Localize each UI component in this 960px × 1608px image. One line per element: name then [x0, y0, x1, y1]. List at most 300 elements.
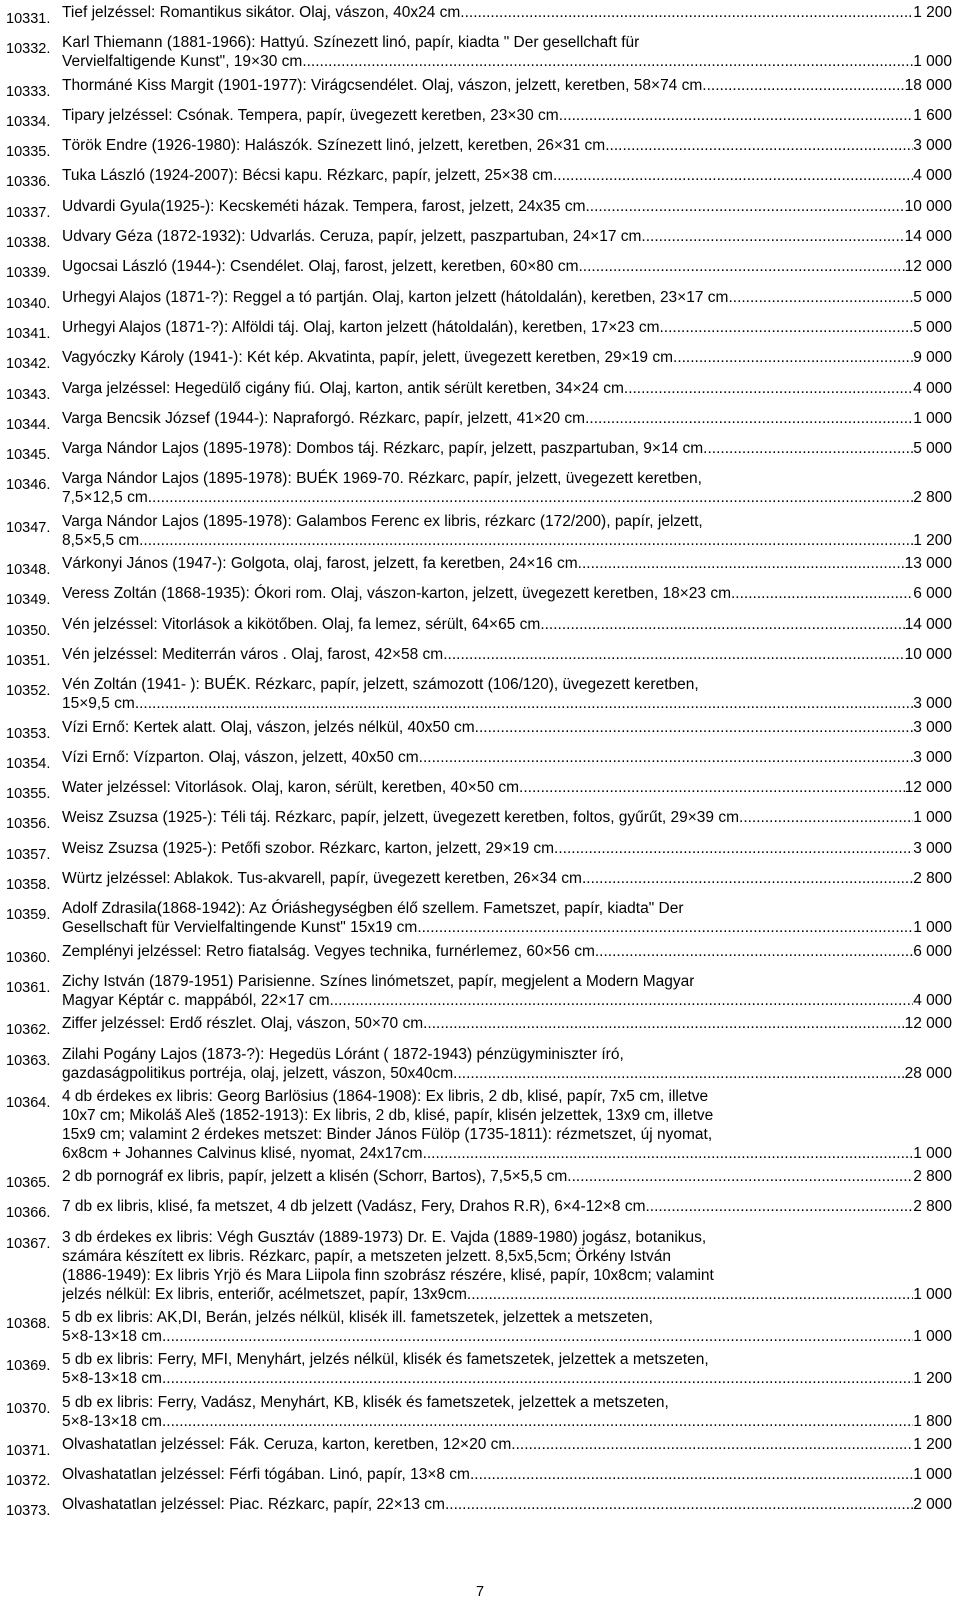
- dot-leader: [148, 488, 913, 507]
- entry-number: 10358.: [6, 877, 51, 894]
- entry-line: [62, 409, 952, 428]
- dot-leader: [423, 1144, 914, 1163]
- entry-line-text: (1886-1949): Ex libris Yrjö és Mara Liipola finn szobrász részére, klisé, papír, 10x8cm; valamint: [62, 1266, 714, 1284]
- dot-leader: [511, 1435, 913, 1454]
- dot-leader: [728, 288, 913, 307]
- entry-line-text: Adolf Zdrasila(1868-1942): Az Óriáshegységben élő szellem. Fametszet, papír, kiadta" Der: [62, 900, 684, 918]
- entry-line-text: 5 db ex libris: Ferry, MFI, Menyhárt, jelzés nélkül, klisék és fametszetek, jelzettek a metszeten,: [62, 1351, 709, 1369]
- entry-description: [62, 808, 952, 827]
- entry-number: 10359.: [6, 907, 51, 924]
- dot-leader: [585, 409, 913, 428]
- page-number: 7: [475, 1584, 485, 1600]
- dot-leader: [445, 1495, 913, 1514]
- entry-price: 5 000: [913, 440, 952, 458]
- entry-line-text: Veress Zoltán (1868-1935): Ókori rom. Olaj, vászon-karton, jelzett, üvegezett keretben, 18×23 cm: [62, 585, 731, 603]
- entry-description: [62, 166, 952, 185]
- entry-line: [62, 808, 952, 827]
- entry-line: [62, 1350, 952, 1369]
- entry-line: [62, 136, 952, 155]
- entry-line-text: Varga Nándor Lajos (1895-1978): Dombos táj. Rézkarc, papír, jelzett, paszpartuban, 9×14 cm: [62, 440, 704, 458]
- entry-number: 10342.: [6, 356, 51, 373]
- entry-description: [62, 197, 952, 216]
- catalog-entry: [6, 675, 952, 713]
- entry-description: [62, 288, 952, 307]
- dot-leader: [475, 718, 914, 737]
- catalog-entry: [6, 512, 952, 550]
- entry-number: 10354.: [6, 755, 51, 772]
- entry-price: 13 000: [904, 555, 952, 573]
- entry-line: [62, 972, 952, 991]
- entry-line-text: Urhegyi Alajos (1871-?): Alföldi táj. Olaj, karton jelzett (hátoldalán), keretben, 17×23 cm: [62, 318, 660, 336]
- entry-line-text: 4 db érdekes ex libris: Georg Barlösius (1864-1908): Ex libris, 2 db, klisé, papír, 7x5 cm, illetve: [62, 1087, 709, 1105]
- entry-price: 3 000: [913, 839, 952, 857]
- entry-number: 10351.: [6, 652, 51, 669]
- entry-line: [62, 942, 952, 961]
- entry-line: [62, 675, 952, 694]
- catalog-entry: [6, 1393, 952, 1431]
- entry-line-text: Olvashatatlan jelzéssel: Piac. Rézkarc, papír, 22×13 cm: [62, 1496, 445, 1514]
- entry-line: [62, 778, 952, 797]
- entry-description: [62, 1308, 952, 1346]
- entry-description: [62, 1228, 952, 1304]
- dot-leader: [624, 379, 913, 398]
- entry-price: 1 800: [913, 1412, 952, 1430]
- entry-line: [62, 76, 952, 95]
- entry-line: [62, 348, 952, 367]
- dot-leader: [540, 615, 904, 634]
- dot-leader: [139, 531, 913, 550]
- entry-line-text: Varga Nándor Lajos (1895-1978): BUÉK 1969-70. Rézkarc, papír, jelzett, üvegezett keretben,: [62, 470, 702, 488]
- entry-line: [62, 488, 952, 507]
- dot-leader: [162, 1412, 913, 1431]
- entry-description: [62, 675, 952, 713]
- entry-line-text: Magyar Képtár c. mappából, 22×17 cm: [62, 991, 330, 1009]
- catalog-entry: [6, 1167, 952, 1193]
- dot-leader: [519, 778, 905, 797]
- entry-line: [62, 379, 952, 398]
- catalog-entry: [6, 76, 952, 102]
- catalog-entry-list: [6, 3, 952, 1526]
- entry-description: [62, 318, 952, 337]
- dot-leader: [423, 1014, 904, 1033]
- entry-line: [62, 1144, 952, 1163]
- entry-line: [62, 1228, 952, 1247]
- entry-price: 5 000: [913, 288, 952, 306]
- entry-price: 14 000: [904, 615, 952, 633]
- catalog-entry: [6, 257, 952, 283]
- dot-leader: [330, 991, 914, 1010]
- entry-line: [62, 33, 952, 52]
- entry-line: [62, 52, 952, 71]
- dot-leader: [646, 1197, 914, 1216]
- entry-number: 10373.: [6, 1503, 51, 1520]
- entry-number: 10357.: [6, 846, 51, 863]
- entry-description: [62, 1435, 952, 1454]
- entry-line-text: Udvary Géza (1872-1932): Udvarlás. Ceruza, papír, jelzett, paszpartuban, 24×17 cm: [62, 228, 642, 246]
- entry-line-text: Vén jelzéssel: Vitorlások a kikötőben. Olaj, fa lemez, sérült, 64×65 cm: [62, 615, 541, 633]
- entry-description: [62, 1014, 952, 1033]
- entry-line-text: Olvashatatlan jelzéssel: Férfi tógában. Linó, papír, 13×8 cm: [62, 1466, 470, 1484]
- entry-number: 10355.: [6, 786, 51, 803]
- entry-description: [62, 972, 952, 1010]
- entry-price: 1 000: [913, 919, 952, 937]
- entry-line-text: Water jelzéssel: Vitorlások. Olaj, karon, sérült, keretben, 40×50 cm: [62, 779, 520, 797]
- entry-description: [62, 584, 952, 603]
- dot-leader: [417, 918, 913, 937]
- catalog-entry: [6, 379, 952, 405]
- entry-price: 1 200: [913, 4, 952, 21]
- entry-line: [62, 718, 952, 737]
- entry-description: [62, 899, 952, 937]
- dot-leader: [443, 645, 904, 664]
- entry-line: [62, 1167, 952, 1186]
- dot-leader: [162, 1327, 913, 1346]
- entry-number: 10370.: [6, 1400, 51, 1417]
- entry-line-text: 2 db pornográf ex libris, papír, jelzett a klisén (Schorr, Bartos), 7,5×5,5 cm: [62, 1168, 568, 1186]
- entry-number: 10353.: [6, 725, 51, 742]
- entry-line-text: 3 db érdekes ex libris: Végh Gusztáv (1889-1973) Dr. E. Vajda (1889-1980) jogász, botanikus,: [62, 1228, 707, 1246]
- dot-leader: [567, 1167, 913, 1186]
- dot-leader: [470, 1465, 913, 1484]
- entry-number: 10371.: [6, 1442, 51, 1459]
- catalog-entry: [6, 584, 952, 610]
- catalog-entry: [6, 718, 952, 744]
- entry-description: [62, 512, 952, 550]
- entry-number: 10348.: [6, 562, 51, 579]
- catalog-entry: [6, 1045, 952, 1083]
- entry-line-text: 6x8cm + Johannes Calvinus klisé, nyomat, 24x17cm: [62, 1144, 423, 1162]
- entry-line: [62, 1308, 952, 1327]
- dot-leader: [162, 1369, 913, 1388]
- dot-leader: [582, 869, 913, 888]
- entry-number: 10360.: [6, 949, 51, 966]
- entry-line: [62, 1197, 952, 1216]
- entry-description: [62, 257, 952, 276]
- entry-description: [62, 379, 952, 398]
- entry-line-text: Ziffer jelzéssel: Erdő részlet. Olaj, vászon, 50×70 cm: [62, 1015, 424, 1033]
- entry-price: 2 800: [913, 489, 952, 507]
- entry-line: [62, 1412, 952, 1431]
- catalog-entry: [6, 409, 952, 435]
- entry-number: 10343.: [6, 386, 51, 403]
- entry-number: 10363.: [6, 1052, 51, 1069]
- entry-price: 3 000: [913, 748, 952, 766]
- entry-number: 10346.: [6, 477, 51, 494]
- dot-leader: [302, 52, 913, 71]
- dot-leader: [467, 1285, 913, 1304]
- entry-price: 28 000: [904, 1064, 952, 1082]
- entry-line: [62, 3, 952, 22]
- entry-line-text: Vén Zoltán (1941- ): BUÉK. Rézkarc, papír, jelzett, számozott (106/120), üvegezett keretben,: [62, 676, 699, 694]
- entry-line: [62, 1369, 952, 1388]
- entry-line: [62, 512, 952, 531]
- entry-line-text: Zemplényi jelzéssel: Retro fiatalság. Vegyes technika, furnérlemez, 60×56 cm: [62, 942, 595, 960]
- entry-line-text: Tuka László (1924-2007): Bécsi kapu. Rézkarc, papír, jelzett, 25×38 cm: [62, 167, 553, 185]
- entry-price: 2 000: [913, 1496, 952, 1514]
- entry-number: 10341.: [6, 325, 51, 342]
- entry-number: 10335.: [6, 144, 51, 161]
- dot-leader: [578, 554, 905, 573]
- catalog-entry: [6, 839, 952, 865]
- catalog-entry: [6, 227, 952, 253]
- entry-number: 10336.: [6, 174, 51, 191]
- entry-line-text: jelzés nélkül: Ex libris, enteriőr, acélmetszet, papír, 13x9cm: [62, 1285, 467, 1303]
- entry-price: 18 000: [904, 76, 952, 94]
- entry-description: [62, 554, 952, 573]
- entry-line-text: Gesellschaft für Vervielfaltingende Kunst" 15x19 cm: [62, 919, 418, 937]
- entry-price: 6 000: [913, 942, 952, 960]
- entry-number: 10365.: [6, 1175, 51, 1192]
- entry-number: 10333.: [6, 83, 51, 100]
- entry-line-text: Tipary jelzéssel: Csónak. Tempera, papír, üvegezett keretben, 23×30 cm: [62, 106, 559, 124]
- catalog-entry: [6, 348, 952, 374]
- catalog-entry: [6, 197, 952, 223]
- entry-line-text: Török Endre (1926-1980): Halászók. Színezett linó, jelzett, keretben, 26×31 cm: [62, 137, 606, 155]
- catalog-entry: [6, 288, 952, 314]
- entry-number: 10345.: [6, 447, 51, 464]
- entry-line: [62, 106, 952, 125]
- entry-line: [62, 1087, 952, 1106]
- entry-price: 2 800: [913, 1168, 952, 1186]
- entry-description: [62, 615, 952, 634]
- entry-number: 10372.: [6, 1473, 51, 1490]
- entry-line: [62, 1247, 952, 1266]
- dot-leader: [605, 136, 913, 155]
- entry-line-text: Thormáné Kiss Margit (1901-1977): Virágcsendélet. Olaj, vászon, jelzett, keretben, 58×74 cm: [62, 76, 703, 94]
- catalog-entry: [6, 166, 952, 192]
- entry-price: 1 000: [913, 409, 952, 427]
- entry-description: [62, 942, 952, 961]
- entry-description: [62, 645, 952, 664]
- entry-line-text: Varga jelzéssel: Hegedülő cigány fiú. Olaj, karton, antik sérült keretben, 34×24 cm: [62, 379, 624, 397]
- entry-number: 10339.: [6, 265, 51, 282]
- dot-leader: [559, 106, 914, 125]
- catalog-entry: [6, 1495, 952, 1521]
- entry-line-text: Olvashatatlan jelzéssel: Fák. Ceruza, karton, keretben, 12×20 cm: [62, 1435, 512, 1453]
- entry-line: [62, 694, 952, 713]
- entry-line-text: 7,5×12,5 cm: [62, 489, 148, 507]
- entry-price: 1 000: [913, 1285, 952, 1303]
- dot-leader: [660, 318, 914, 337]
- entry-price: 6 000: [913, 585, 952, 603]
- entry-price: 5 000: [913, 318, 952, 336]
- entry-line-text: Varga Nándor Lajos (1895-1978): Galambos Ferenc ex libris, rézkarc (172/200), papír, jelzett,: [62, 512, 703, 530]
- entry-line: [62, 1495, 952, 1514]
- entry-number: 10349.: [6, 592, 51, 609]
- entry-line-text: 7 db ex libris, klisé, fa metszet, 4 db jelzett (Vadász, Fery, Drahos R.R), 6×4-12×8 cm: [62, 1198, 646, 1216]
- entry-line-text: 15x9 cm; valamint 2 érdekes metszet: Binder János Fülöp (1735-1811): rézmetszet, új nyomat,: [62, 1125, 713, 1143]
- entry-price: 3 000: [913, 695, 952, 713]
- entry-line-text: 8,5×5,5 cm: [62, 531, 140, 549]
- entry-price: 4 000: [913, 991, 952, 1009]
- entry-line-text: 5×8-13×18 cm: [62, 1327, 162, 1345]
- dot-leader: [702, 76, 904, 95]
- entry-line: [62, 1327, 952, 1346]
- entry-description: [62, 869, 952, 888]
- entry-line: [62, 918, 952, 937]
- catalog-entry: [6, 439, 952, 465]
- catalog-entry: [6, 1308, 952, 1346]
- entry-line: [62, 318, 952, 337]
- entry-line: [62, 197, 952, 216]
- dot-leader: [731, 584, 913, 603]
- entry-price: 2 800: [913, 1198, 952, 1216]
- catalog-entry: [6, 645, 952, 671]
- entry-line-text: Vagyóczky Károly (1941-): Két kép. Akvatinta, papír, jelett, üvegezett keretben, 29×19 cm: [62, 349, 674, 367]
- dot-leader: [553, 166, 913, 185]
- entry-description: [62, 1045, 952, 1083]
- entry-line-text: számára készített ex libris. Rézkarc, papír, a metszeten jelzett. 8,5x5,5cm; Örkény István: [62, 1247, 672, 1265]
- entry-number: 10367.: [6, 1235, 51, 1252]
- catalog-entry: [6, 615, 952, 641]
- entry-price: 10 000: [904, 645, 952, 663]
- entry-description: [62, 1350, 952, 1388]
- catalog-entry: [6, 3, 952, 29]
- catalog-entry: [6, 554, 952, 580]
- entry-description: [62, 748, 952, 767]
- entry-price: 1 200: [913, 531, 952, 549]
- catalog-entry: [6, 1228, 952, 1304]
- dot-leader: [586, 197, 905, 216]
- entry-line: [62, 227, 952, 246]
- entry-line: [62, 439, 952, 458]
- entry-number: 10340.: [6, 295, 51, 312]
- entry-number: 10338.: [6, 235, 51, 252]
- entry-line-text: Urhegyi Alajos (1871-?): Reggel a tó partján. Olaj, karton jelzett (hátoldalán), keretben, 23×17 cm: [62, 288, 729, 306]
- catalog-entry: [6, 869, 952, 895]
- entry-description: [62, 33, 952, 71]
- entry-price: 4 000: [913, 167, 952, 185]
- entry-line: [62, 257, 952, 276]
- entry-number: 10337.: [6, 204, 51, 221]
- catalog-entry: [6, 942, 952, 968]
- entry-line-text: 5 db ex libris: AK,DI, Berán, jelzés nélkül, klisék ill. fametszetek, jelzettek a metszeten,: [62, 1308, 653, 1326]
- entry-line-text: Vízi Ernő: Kertek alatt. Olaj, vászon, jelzés nélkül, 40x50 cm: [62, 718, 475, 736]
- entry-description: [62, 3, 952, 22]
- entry-line-text: Würtz jelzéssel: Ablakok. Tus-akvarell, papír, üvegezett keretben, 26×34 cm: [62, 870, 582, 888]
- dot-leader: [595, 942, 913, 961]
- entry-description: [62, 1465, 952, 1484]
- entry-line: [62, 869, 952, 888]
- entry-line-text: Weisz Zsuzsa (1925-): Téli táj. Rézkarc, papír, jelzett, üvegezett keretben, foltos, gyűrűt, 29×39 cm.: [62, 809, 744, 827]
- catalog-entry: [6, 972, 952, 1010]
- entry-price: 12 000: [904, 1015, 952, 1033]
- entry-number: 10361.: [6, 979, 51, 996]
- entry-number: 10331.: [6, 11, 51, 27]
- catalog-entry: [6, 33, 952, 71]
- entry-price: 1 000: [913, 1327, 952, 1345]
- entry-number: 10350.: [6, 622, 51, 639]
- dot-leader: [453, 1064, 904, 1083]
- entry-line: [62, 1465, 952, 1484]
- entry-line: [62, 469, 952, 488]
- dot-leader: [419, 748, 914, 767]
- entry-number: 10362.: [6, 1022, 51, 1039]
- catalog-entry: [6, 748, 952, 774]
- entry-line: [62, 554, 952, 573]
- catalog-entry: [6, 469, 952, 507]
- entry-line: [62, 1106, 952, 1125]
- dot-leader: [641, 227, 904, 246]
- entry-description: [62, 1197, 952, 1216]
- dot-leader: [703, 439, 913, 458]
- catalog-entry: [6, 318, 952, 344]
- entry-number: 10366.: [6, 1205, 51, 1222]
- entry-description: [62, 439, 952, 458]
- entry-line-text: 5×8-13×18 cm: [62, 1370, 162, 1388]
- entry-line: [62, 1393, 952, 1412]
- entry-line: [62, 1045, 952, 1064]
- entry-description: [62, 409, 952, 428]
- entry-line-text: Vervielfaltigende Kunst", 19×30 cm: [62, 53, 303, 71]
- entry-description: [62, 469, 952, 507]
- entry-line: [62, 1266, 952, 1285]
- entry-description: [62, 778, 952, 797]
- entry-price: 1 600: [913, 106, 952, 124]
- entry-price: 1 200: [913, 1435, 952, 1453]
- entry-line-text: Vén jelzéssel: Mediterrán város . Olaj, farost, 42×58 cm: [62, 645, 444, 663]
- entry-description: [62, 1087, 952, 1163]
- entry-description: [62, 136, 952, 155]
- entry-line-text: 15×9,5 cm: [62, 695, 135, 713]
- catalog-entry: [6, 136, 952, 162]
- entry-line-text: 5 db ex libris: Ferry, Vadász, Menyhárt, KB, klisék és fametszetek, jelzettek a metszeten,: [62, 1393, 669, 1411]
- entry-line: [62, 615, 952, 634]
- entry-price: 1 000: [913, 53, 952, 71]
- entry-price: 1 000: [913, 1466, 952, 1484]
- dot-leader: [743, 808, 913, 827]
- entry-price: 9 000: [913, 349, 952, 367]
- entry-line: [62, 1064, 952, 1083]
- dot-leader: [579, 257, 905, 276]
- entry-line: [62, 531, 952, 550]
- entry-line: [62, 1285, 952, 1304]
- catalog-entry: [6, 1014, 952, 1040]
- entry-price: 3 000: [913, 718, 952, 736]
- catalog-entry: [6, 1350, 952, 1388]
- catalog-entry: [6, 106, 952, 132]
- entry-line: [62, 748, 952, 767]
- entry-price: 12 000: [904, 779, 952, 797]
- entry-number: 10369.: [6, 1358, 51, 1375]
- entry-line-text: Varga Bencsik József (1944-): Napraforgó. Rézkarc, papír, jelzett, 41×20 cm: [62, 409, 586, 427]
- dot-leader: [460, 3, 913, 22]
- entry-line-text: Zilahi Pogány Lajos (1873-?): Hegedüs Lóránt ( 1872-1943) pénzügyminiszter író,: [62, 1045, 624, 1063]
- entry-price: 14 000: [904, 228, 952, 246]
- entry-number: 10332.: [6, 41, 51, 58]
- entry-line: [62, 645, 952, 664]
- entry-description: [62, 106, 952, 125]
- entry-description: [62, 718, 952, 737]
- catalog-entry: [6, 1197, 952, 1223]
- entry-number: 10364.: [6, 1094, 51, 1111]
- entry-line-text: Udvardi Gyula(1925-): Kecskeméti házak. Tempera, farost, jelzett, 24x35 cm: [62, 197, 586, 215]
- entry-price: 3 000: [913, 137, 952, 155]
- entry-line-text: gazdaságpolitikus portréja, olaj, jelzett, vászon, 50x40cm: [62, 1064, 454, 1082]
- dot-leader: [554, 839, 913, 858]
- entry-description: [62, 1167, 952, 1186]
- entry-description: [62, 227, 952, 246]
- dot-leader: [673, 348, 913, 367]
- entry-line: [62, 1125, 952, 1144]
- entry-description: [62, 839, 952, 858]
- entry-number: 10344.: [6, 416, 51, 433]
- entry-description: [62, 348, 952, 367]
- entry-price: 4 000: [913, 379, 952, 397]
- entry-line-text: Weisz Zsuzsa (1925-): Petőfi szobor. Rézkarc, karton, jelzett, 29×19 cm: [62, 839, 555, 857]
- entry-line-text: Ugocsai László (1944-): Csendélet. Olaj, farost, jelzett, keretben, 60×80 cm: [62, 258, 579, 276]
- entry-price: 2 800: [913, 870, 952, 888]
